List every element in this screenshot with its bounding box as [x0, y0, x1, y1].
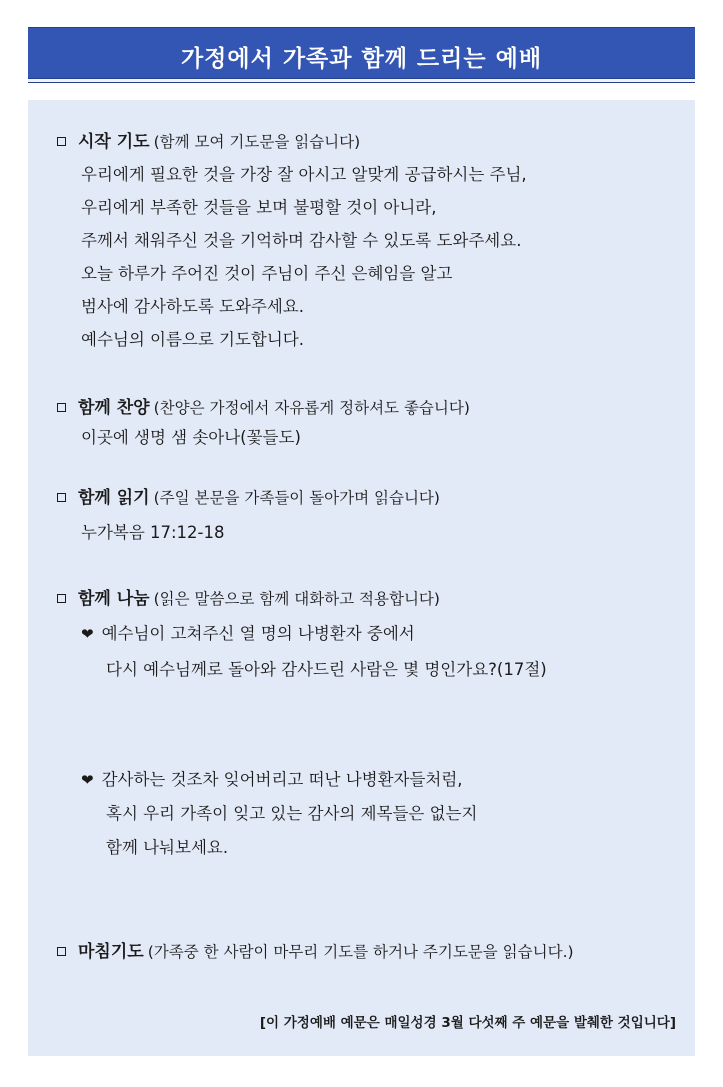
- question-text: 예수님이 고쳐주신 열 명의 나병환자 중에서: [101, 624, 415, 643]
- section-label: 함께 나눔: [78, 589, 150, 609]
- sharing-question-2: [81, 769, 463, 791]
- prayer-line: 오늘 하루가 주어진 것이 주님이 주신 은혜임을 알고: [81, 264, 453, 283]
- section-note: (읽은 말씀으로 함께 대화하고 적용합니다): [153, 590, 440, 608]
- prayer-line: 우리에게 필요한 것을 가장 잘 아시고 알맞게 공급하시는 주님,: [81, 165, 527, 184]
- section-label: 함께 찬양: [78, 398, 150, 418]
- prayer-line: 주께서 채워주신 것을 기억하며 감사할 수 있도록 도와주세요.: [81, 231, 522, 250]
- section-label: 함께 읽기: [78, 488, 150, 508]
- heart-bullet-icon: ❤: [81, 625, 94, 643]
- prayer-line: 우리에게 부족한 것들을 보며 불평할 것이 아니라,: [81, 198, 437, 217]
- checkbox-square-icon: [57, 493, 66, 502]
- checkbox-square-icon: [57, 403, 66, 412]
- praise-song: 이곳에 생명 샘 솟아나(꽃들도): [81, 428, 301, 447]
- scripture-reference: 누가복음 17:12-18: [81, 523, 225, 542]
- heart-bullet-icon: ❤: [81, 771, 94, 789]
- page-title: 가정에서 가족과 함께 드리는 예배: [180, 46, 543, 72]
- section-note: (함께 모여 기도문을 읽습니다): [153, 133, 361, 151]
- sharing-question-1: [81, 623, 415, 645]
- title-banner: [28, 27, 695, 83]
- question-text: 감사하는 것조차 잊어버리고 떠난 나병환자들처럼,: [101, 770, 463, 789]
- question-text: 혹시 우리 가족이 잊고 있는 감사의 제목들은 없는지: [106, 804, 478, 823]
- question-text: 함께 나눠보세요.: [106, 838, 229, 857]
- section-start-prayer-heading: [57, 131, 360, 153]
- prayer-line: 범사에 감사하도록 도와주세요.: [81, 297, 304, 316]
- section-closing-prayer-heading: [57, 941, 574, 963]
- section-praise-heading: [57, 397, 470, 419]
- checkbox-square-icon: [57, 594, 66, 603]
- checkbox-square-icon: [57, 137, 66, 146]
- section-note: (주일 본문을 가족들이 돌아가며 읽습니다): [153, 489, 440, 507]
- section-sharing-heading: [57, 588, 440, 610]
- section-reading-heading: [57, 487, 440, 509]
- source-footnote: [이 가정예배 예문은 매일성경 3월 다섯째 주 예문을 발췌한 것입니다]: [259, 1015, 676, 1031]
- section-label: 마침기도: [78, 942, 144, 962]
- section-note: (가족중 한 사람이 마무리 기도를 하거나 주기도문을 읽습니다.): [147, 943, 574, 961]
- prayer-line: 예수님의 이름으로 기도합니다.: [81, 330, 304, 349]
- section-note: (찬양은 가정에서 자유롭게 정하셔도 좋습니다): [153, 399, 470, 417]
- checkbox-square-icon: [57, 947, 66, 956]
- question-text: 다시 예수님께로 돌아와 감사드린 사람은 몇 명인가요?(17절): [106, 660, 547, 679]
- section-label: 시작 기도: [78, 132, 150, 152]
